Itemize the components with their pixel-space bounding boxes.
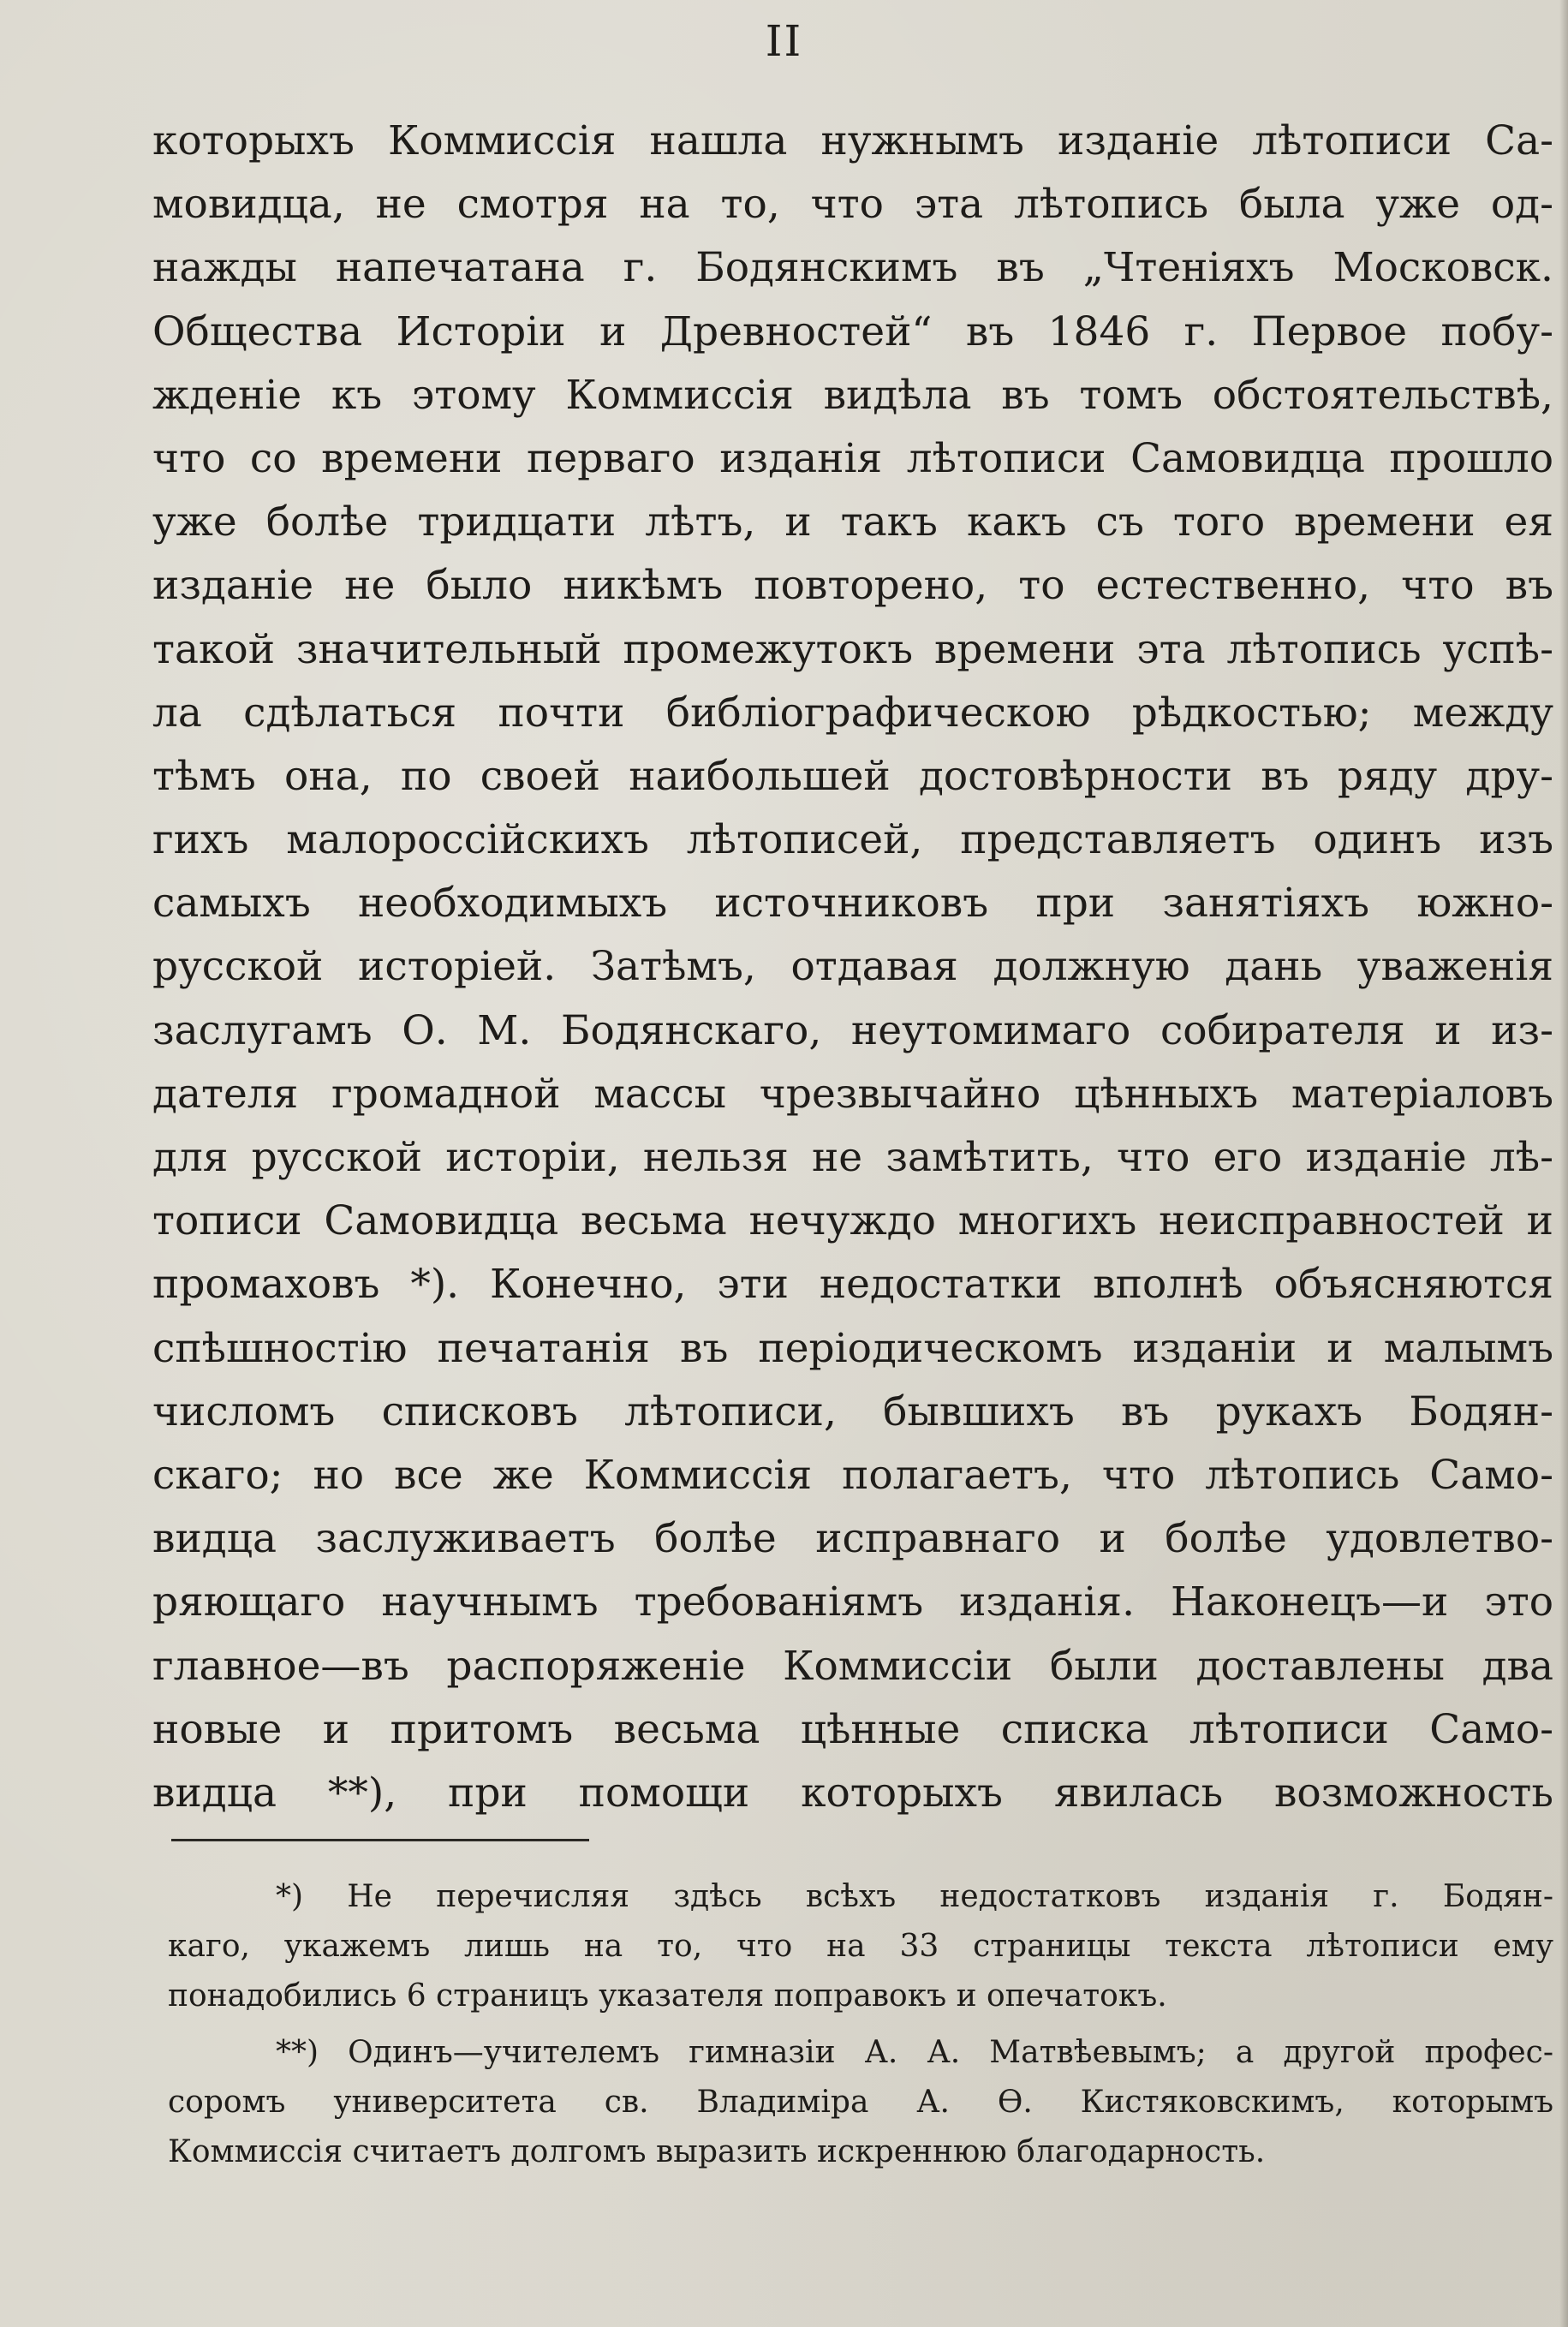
footnote-divider (171, 1839, 589, 1841)
text-line: видца заслуживаетъ болѣе исправнаго и болѣе удовлетво- (152, 1515, 1553, 1563)
text-line: тописи Самовидца весьма нечуждо многихъ неисправностей и (152, 1197, 1553, 1245)
footnote-line: *) Не перечисляя здѣсь всѣхъ недостатковъ изданія г. Бодян- (276, 1879, 1553, 1914)
footnote-line: соромъ университета св. Владиміра А. Ѳ. Кистяковскимъ, которымъ (168, 2085, 1553, 2120)
text-line: заслугамъ О. М. Бодянскаго, неутомимаго собирателя и из- (152, 1006, 1553, 1054)
text-line: такой значительный промежутокъ времени эта лѣтопись успѣ- (152, 625, 1553, 673)
footnote-line: каго, укажемъ лишь на то, что на 33 страницы текста лѣтописи ему (168, 1929, 1553, 1964)
text-line: для русской исторіи, нельзя не замѣтить, что его изданіе лѣ- (152, 1134, 1553, 1181)
text-line: нажды напечатана г. Бодянскимъ въ „Чтеніяхъ Московск. (152, 244, 1553, 292)
footnote-gap (168, 2021, 1553, 2028)
text-line: спѣшностію печатанія въ періодическомъ изданіи и малымъ (152, 1324, 1553, 1372)
text-line: скаго; но все же Коммиссія полагаетъ, что лѣтопись Само- (152, 1451, 1553, 1499)
text-line: Общества Исторіи и Древностей“ въ 1846 г. Первое побу- (152, 307, 1553, 355)
footnote-line: **) Одинъ—учителемъ гимназіи А. А. Матвѣевымъ; а другой профес- (276, 2035, 1553, 2070)
text-line: дателя громадной массы чрезвычайно цѣнныхъ матеріаловъ (152, 1070, 1553, 1118)
text-line: новые и притомъ весьма цѣнные списка лѣтописи Само- (152, 1705, 1553, 1753)
footnote-line: Коммиссія считаетъ долгомъ выразить искреннюю благодарность. (168, 2134, 1266, 2169)
text-line: промаховъ *). Конечно, эти недостатки вполнѣ объясняются (152, 1261, 1553, 1309)
text-line: видца **), при помощи которыхъ явилась возможность (152, 1769, 1553, 1817)
text-line: которыхъ Коммиссія нашла нужнымъ изданіе лѣтописи Са- (152, 117, 1553, 164)
text-line: главное—въ распоряженіе Коммиссіи были доставлены два (152, 1642, 1553, 1690)
text-line: тѣмъ она, по своей наибольшей достовѣрности въ ряду дру- (152, 752, 1553, 800)
text-line: гихъ малороссійскихъ лѣтописей, представляетъ одинъ изъ (152, 816, 1553, 864)
text-line: ряющаго научнымъ требованіямъ изданія. Наконецъ—и это (152, 1578, 1553, 1626)
footnotes-block (168, 1872, 1553, 2177)
main-text-block (152, 110, 1553, 1825)
footnote-2 (168, 2028, 1553, 2177)
scan-edge-shadow (1559, 0, 1568, 2327)
footnote-1 (168, 1872, 1553, 2021)
page-number: II (765, 16, 803, 66)
text-line: мовидца, не смотря на то, что эта лѣтопись была уже од- (152, 181, 1553, 229)
footnote-line: понадобились 6 страницъ указателя поправокъ и опечатокъ. (168, 1978, 1167, 2014)
text-line: жденіе къ этому Коммиссія видѣла въ томъ обстоятельствѣ, (152, 371, 1553, 419)
text-line: уже болѣе тридцати лѣтъ, и такъ какъ съ того времени ея (152, 498, 1553, 546)
text-line: ла сдѣлаться почти библіографическою рѣдкостью; между (152, 689, 1553, 737)
text-line: изданіе не было никѣмъ повторено, то естественно, что въ (152, 562, 1553, 610)
text-line: что со времени перваго изданія лѣтописи Самовидца прошло (152, 434, 1553, 482)
text-line: русской исторіей. Затѣмъ, отдавая должную дань уваженія (152, 943, 1553, 991)
text-line: самыхъ необходимыхъ источниковъ при занятіяхъ южно- (152, 880, 1553, 928)
text-line: числомъ списковъ лѣтописи, бывшихъ въ рукахъ Бодян- (152, 1387, 1553, 1435)
